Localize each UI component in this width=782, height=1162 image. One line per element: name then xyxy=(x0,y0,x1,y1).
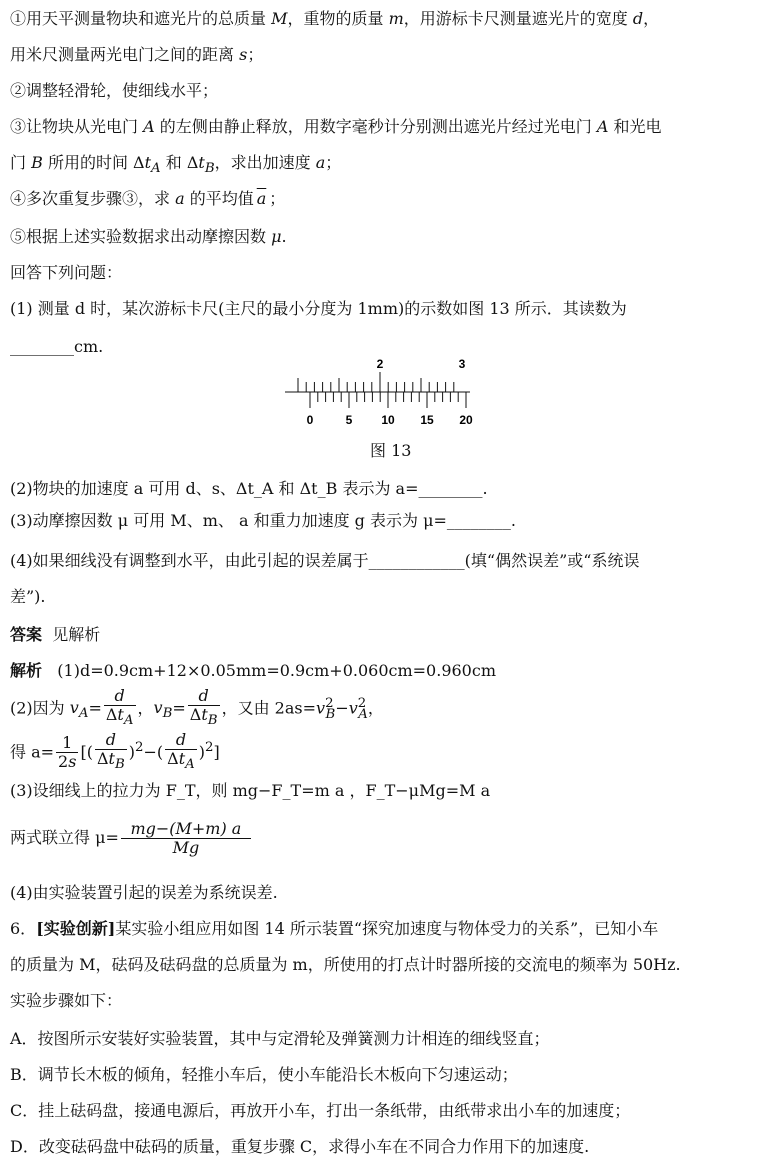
vernier-label: 5 xyxy=(345,413,353,427)
main-scale-label: 2 xyxy=(376,357,384,371)
problem-6-line-1: 6．[实验创新]某实验小组应用如图 14 所示装置“探究加速度与物体受力的关系”，已知小车 xyxy=(10,919,659,938)
answer-row xyxy=(10,624,100,646)
question-1-line-2: ________cm. xyxy=(10,337,104,356)
vernier-labels xyxy=(307,413,473,427)
vernier-label: 0 xyxy=(306,413,314,427)
vernier-scale xyxy=(310,392,466,408)
question-4-line-2: 差”). xyxy=(10,587,46,606)
analysis-line-1: 解析 (1)d=0.9cm+12×0.05mm=0.9cm+0.060cm=0.960cm xyxy=(10,661,496,680)
vernier-label: 15 xyxy=(420,413,434,427)
problem-6-item-c: C．挂上砝码盘，接通电源后，再放开小车，打出一条纸带，由纸带求出小车的加速度； xyxy=(10,1101,631,1120)
step-4: ④多次重复步骤③，求 a 的平均值 $\overline{a}$ ； xyxy=(10,189,286,208)
vernier-caliper-figure xyxy=(280,354,480,432)
main-scale-label: 3 xyxy=(458,357,466,371)
answer-label: 答案 xyxy=(10,625,43,644)
problem-tag: [实验创新] xyxy=(36,919,116,938)
vernier-label: 10 xyxy=(381,413,395,427)
problem-6-item-b: B．调节长木板的倾角，轻推小车后，使小车能沿长木板向下匀速运动； xyxy=(10,1065,518,1084)
question-3: (3)动摩擦因数 μ 可用 M、m、 a 和重力加速度 g 表示为 μ=________. xyxy=(10,511,516,530)
question-4-line-1: (4)如果细线没有调整到水平，由此引起的误差属于____________(填“偶然误差”或“系统误 xyxy=(10,551,640,570)
problem-6-item-a: A．按图所示安装好实验装置，其中与定滑轮及弹簧测力计相连的细线竖直； xyxy=(10,1029,550,1048)
figure-caption: 图 13 xyxy=(370,441,412,460)
step-5: ⑤根据上述实验数据求出动摩擦因数 μ. xyxy=(10,227,287,246)
analysis-line-3: 得 a= $\frac{1}{2s}$ [( $\frac{d}{\Delta t_B}$ )$^2$−( $\frac{d}{\Delta t_A}$ )$^2$] xyxy=(10,730,220,773)
step-3-line-1: ③让物块从光电门 A 的左侧由静止释放，用数字毫秒计分别测出遮光片经过光电门 A 和光电 xyxy=(10,117,662,136)
answer-prompt: 回答下列问题： xyxy=(10,263,123,282)
analysis-line-5: 两式联立得 μ= $\frac{mg-(M+m) a}{Mg}$ xyxy=(10,818,253,858)
question-2: (2)物块的加速度 a 可用 d、s、Δt_A 和 Δt_B 表示为 a=________. xyxy=(10,479,488,498)
answer-blank[interactable]: ________ xyxy=(10,337,74,356)
analysis-line-2: (2)因为 $v_A=$ $\frac{d}{\Delta t_A}$ ，$v_B=$ $\frac{d}{\Delta t_B}$ ，又由 $2as=v^2_B-v^2_A$， xyxy=(10,686,384,729)
problem-6-line-2: 的质量为 M，砝码及砝码盘的总质量为 m，所使用的打点计时器所接的交流电的频率为 50Hz. xyxy=(10,955,681,974)
main-scale xyxy=(298,372,454,392)
analysis-label: 解析 xyxy=(10,661,43,680)
step-3-line-2: 门 B 所用的时间 $\Delta t_A$ 和 $\Delta t_B$，求出加速度 a； xyxy=(10,153,342,177)
vernier-label: 20 xyxy=(459,413,473,427)
answer-text: 见解析 xyxy=(52,625,101,644)
problem-6-item-d: D．改变砝码盘中砝码的质量，重复步骤 C，求得小车在不同合力作用下的加速度. xyxy=(10,1137,590,1156)
analysis-line-4: (3)设细线上的拉力为 F_T，则 mg−F_T=m a ，F_T−μMg=M a xyxy=(10,781,491,800)
step-2: ②调整轻滑轮，使细线水平； xyxy=(10,81,219,100)
step-1-line-1: ①用天平测量物块和遮光片的总质量 M，重物的质量 m，用游标卡尺测量遮光片的宽度 d， xyxy=(10,9,660,28)
step-1-line-2: 用米尺测量两光电门之间的距离 s； xyxy=(10,45,264,64)
analysis-line-6: (4)由实验装置引起的误差为系统误差. xyxy=(10,883,278,902)
problem-6-line-3: 实验步骤如下： xyxy=(10,991,123,1010)
question-1-line-1: (1) 测量 d 时，某次游标卡尺(主尺的最小分度为 1mm)的示数如图 13 所示．其读数为 xyxy=(10,299,627,318)
